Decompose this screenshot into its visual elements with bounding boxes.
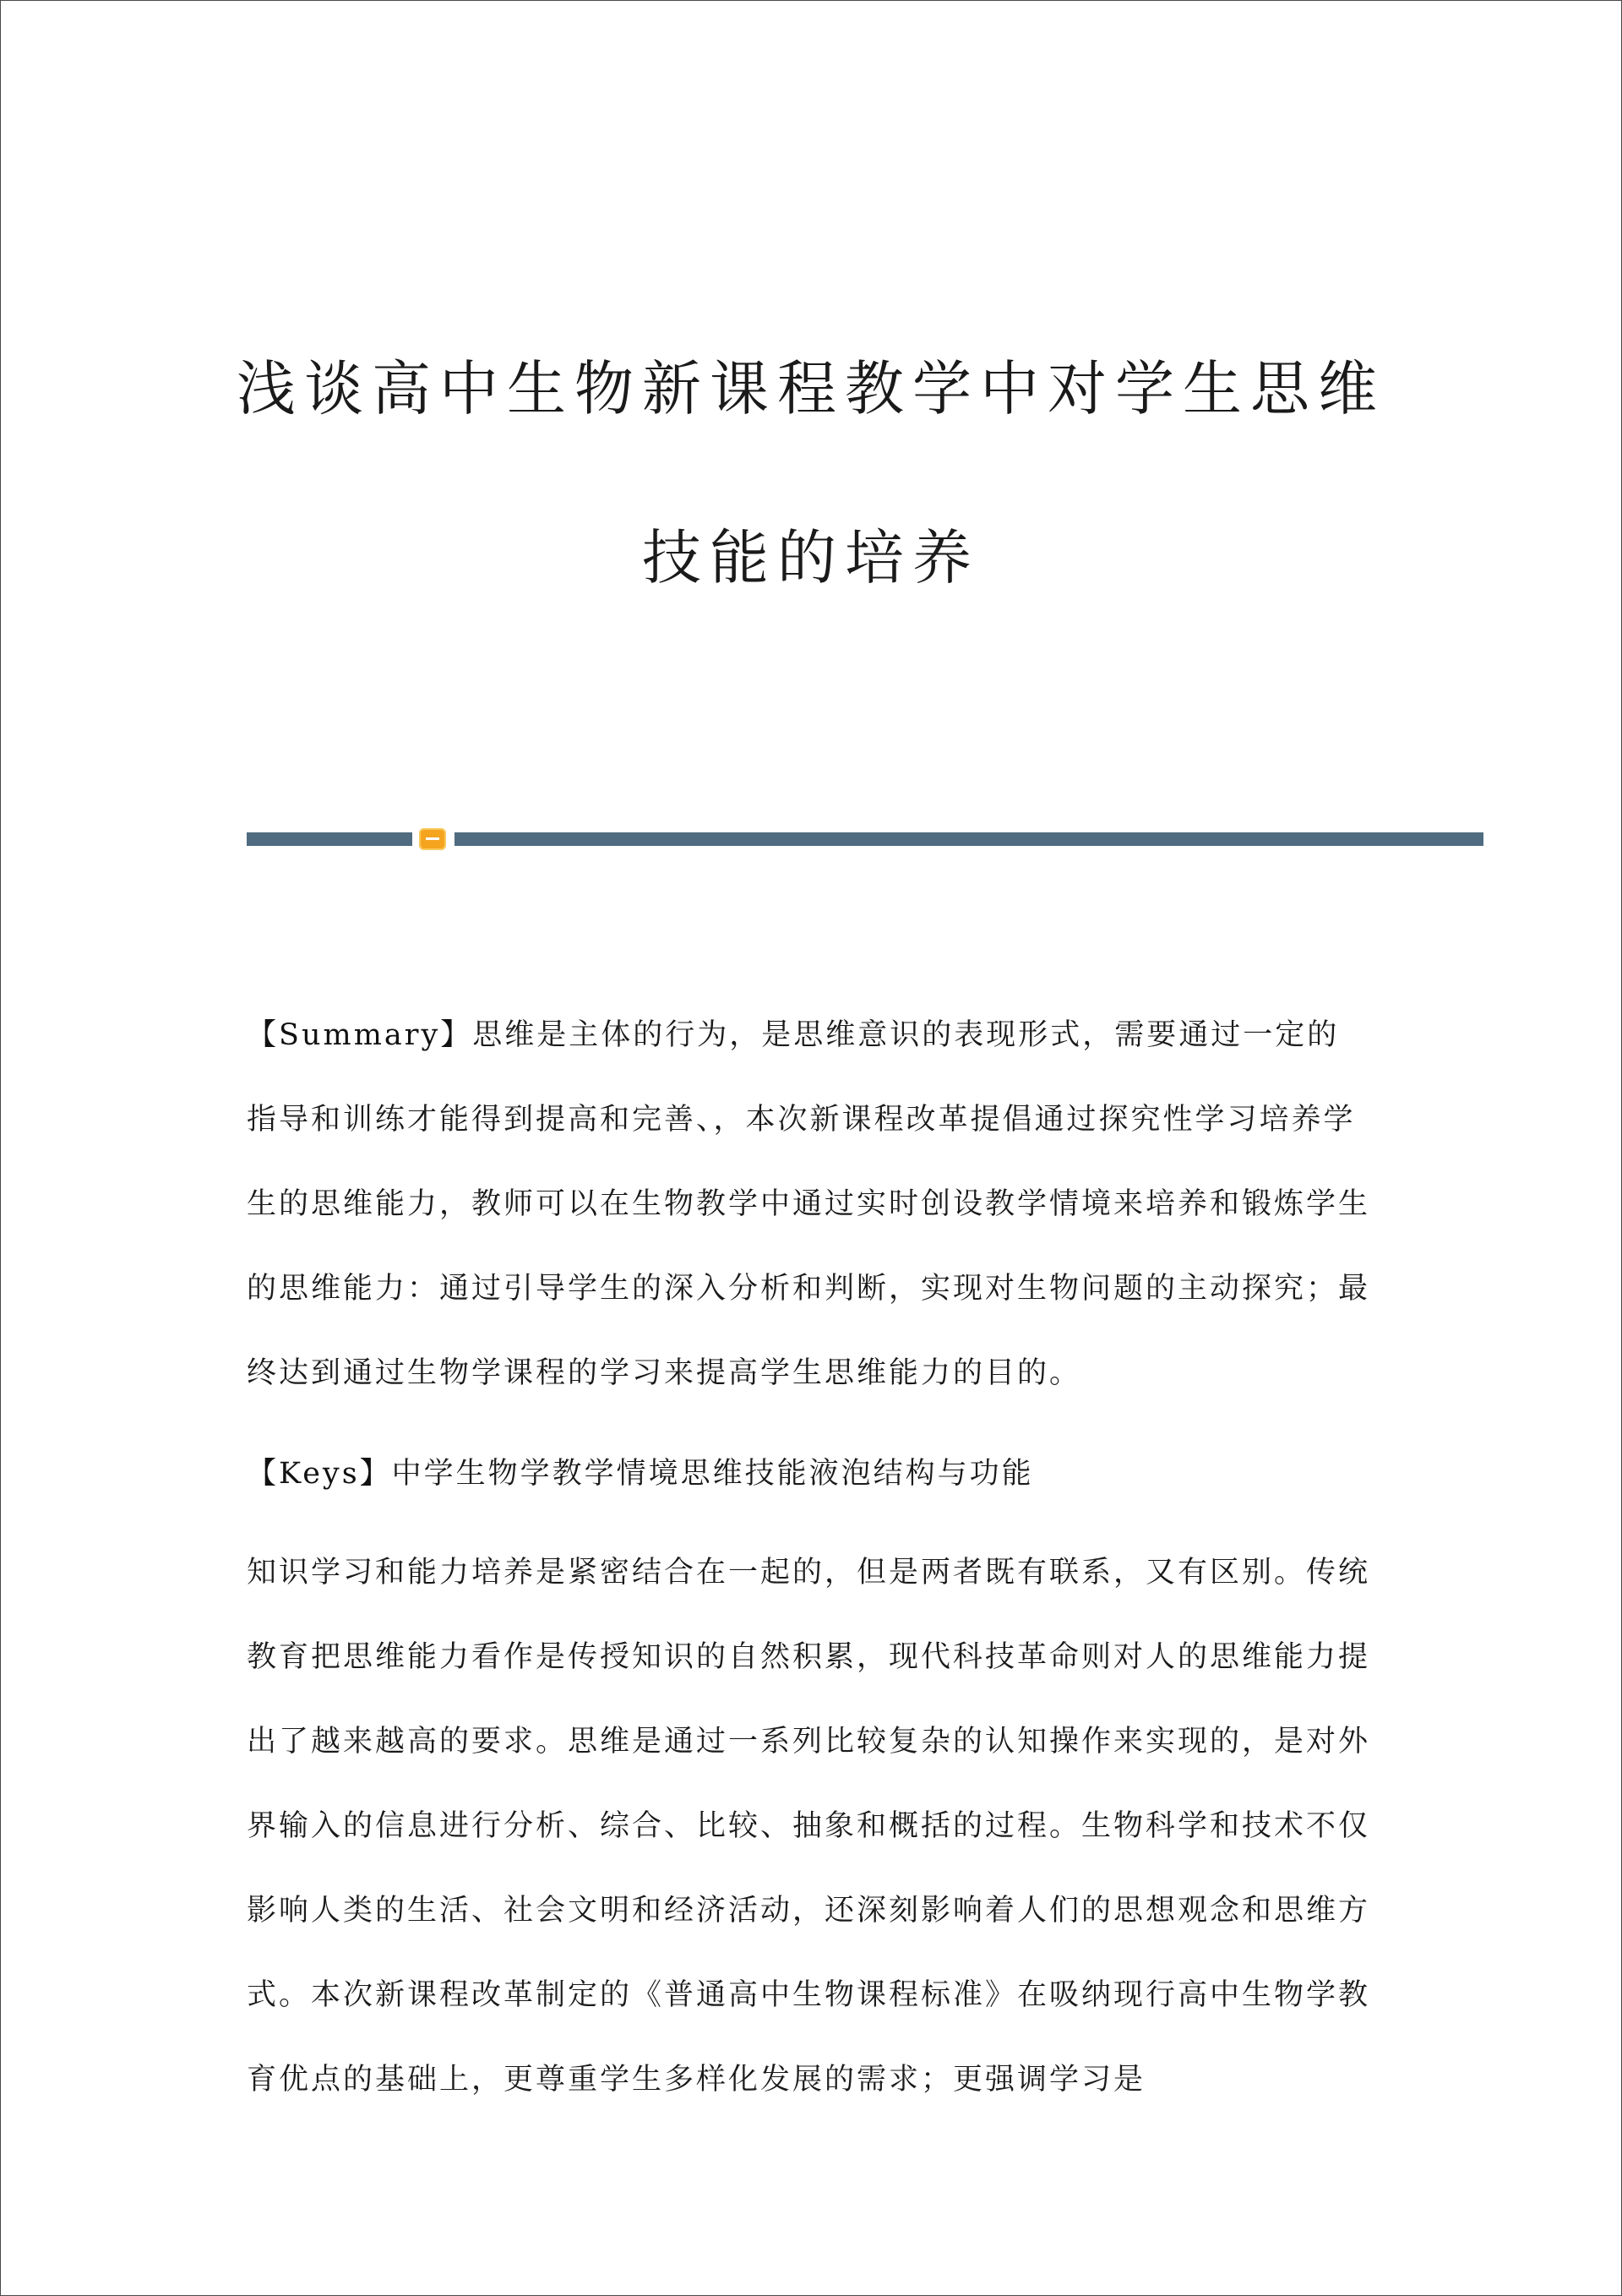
keys-text: 中学生物学教学情境思维技能液泡结构与功能 bbox=[391, 1457, 1034, 1491]
title-divider bbox=[247, 832, 1483, 846]
divider-bar-left bbox=[247, 832, 412, 846]
summary-paragraph bbox=[247, 993, 1370, 1415]
summary-text: 思维是主体的行为，是思维意识的表现形式，需要通过一定的指导和训练才能得到提高和完善、，本次新课程改革提倡通过探究性学习培养学生的思维能力，教师可以在生物教学中通过实时创设教学情境来培养和锻炼学生的思维能力：通过引导学生的深入分析和判断，实现对生物问题的主动探究；最终达到通过生物学课程的学习来提高学生思维能力的目的。 bbox=[247, 1018, 1371, 1390]
title-line-2: 技能的培养 bbox=[642, 523, 980, 592]
document-body bbox=[247, 993, 1370, 2122]
keys-label: 【Keys】 bbox=[247, 1457, 392, 1491]
title-line-1: 浅谈高中生物新课程教学中对学生思维 bbox=[237, 354, 1385, 423]
summary-label: 【Summary】 bbox=[247, 1018, 473, 1052]
divider-badge-icon bbox=[419, 828, 446, 850]
body-paragraph: 知识学习和能力培养是紧密结合在一起的，但是两者既有联系，又有区别。传统教育把思维能力看作是传授知识的自然积累，现代科技革命则对人的思维能力提出了越来越高的要求。思维是通过一系列比较复杂的认知操作来实现的，是对外界输入的信息进行分析、综合、比较、抽象和概括的过程。生物科学和技术不仅影响人类的生活、社会文明和经济活动，还深刻影响着人们的思想观念和思维方式。本次新课程改革制定的《普通高中生物课程标准》在吸纳现行高中生物学教育优点的基础上，更尊重学生多样化发展的需求；更强调学习是 bbox=[247, 1556, 1371, 2097]
document-title bbox=[169, 355, 1453, 592]
divider-bar-right bbox=[454, 832, 1483, 846]
keys-paragraph bbox=[247, 1432, 1370, 1516]
